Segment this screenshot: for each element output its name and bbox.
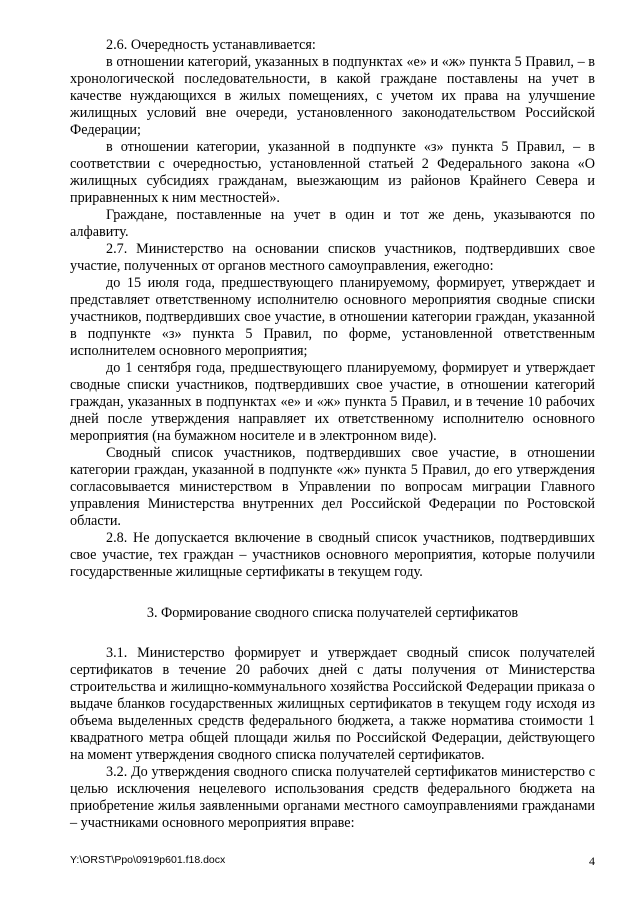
document-body (70, 37, 595, 832)
page-footer (70, 854, 595, 868)
section-3-heading: 3. Формирование сводного списка получателей сертификатов (146, 605, 519, 621)
page-number: 4 (589, 854, 595, 868)
paragraph-2-6-same-day: Граждане, поставленные на учет в один и тот же день, указываются по алфавиту. (70, 207, 595, 240)
paragraph-2-7-september: до 1 сентября года, предшествующего планируемому, формирует и утверждает сводные списки участников, подтвердивших свое участие, в отношении категорий граждан, указанных в подпунктах «е» и «ж» пункта 5 Правил, и в течение 10 рабочих дней после утверждения направляет их ответственному исполнителю основного мероприятия (на бумажном носителе и в электронном виде). (70, 360, 595, 444)
paragraph-3-2: 3.2. До утверждения сводного списка получателей сертификатов министерство с целью исключения нецелевого использования средств федерального бюджета на приобретение жилья заявленными органами местного самоуправлениями гражданами – участниками основного мероприятия вправе: (70, 764, 595, 831)
paragraph-2-7-july: до 15 июля года, предшествующего планируемому, формирует, утверждает и представляет ответственному исполнителю основного мероприятия сводные списки участников, подтвердивших свое участие, в отношении категории граждан, указанной в подпункте «з» пункта 5 Правил, по форме, установленной ответственным исполнителем основного мероприятия; (70, 275, 595, 359)
paragraph-2-8: 2.8. Не допускается включение в сводный список участников, подтвердивших свое участие, тех граждан – участников основного мероприятия, которые получили государственные жилищные сертификаты в текущем году. (70, 530, 595, 580)
paragraph-3-1: 3.1. Министерство формирует и утверждает сводный список получателей сертификатов в течение 20 рабочих дней с даты получения от Министерства строительства и жилищно-коммунального хозяйства Российской Федерации приказа о выдаче бланков государственных жилищных сертификатов в текущем году исходя из объема выделенных средств федерального бюджета, а также норматива стоимости 1 квадратного метра общей площади жилья по Российской Федерации, действующего на момент утверждения сводного списка получателей сертификатов. (70, 645, 595, 763)
paragraph-2-6-category-z: в отношении категории, указанной в подпункте «з» пункта 5 Правил, – в соответствии с очередностью, установленной статьей 2 Федерального закона «О жилищных субсидиях гражданам, выезжающим из районов Крайнего Севера и приравненных к ним местностей». (70, 139, 595, 206)
paragraph-2-7: 2.7. Министерство на основании списков участников, подтвердивших свое участие, полученных от органов местного самоуправления, ежегодно: (70, 241, 595, 274)
paragraph-2-6-categories-e-zh: в отношении категорий, указанных в подпунктах «е» и «ж» пункта 5 Правил, – в хронологической последовательности, в какой граждане поставлены на учет в качестве нуждающихся в жилых помещениях, с учетом их права на улучшение жилищных условий вне очереди, установленного законодательством Российской Федерации; (70, 54, 595, 138)
paragraph-2-6: 2.6. Очередность устанавливается: (106, 37, 316, 53)
footer-file-path: Y:\ORST\Ppo\0919p601.f18.docx (70, 854, 226, 866)
paragraph-2-7-agreement: Сводный список участников, подтвердивших свое участие, в отношении категории граждан, указанной в подпункте «ж» пункта 5 Правил, до его утверждения согласовывается министерством в Управлении по вопросам миграции Главного управления Министерства внутренних дел Российской Федерации по Ростовской области. (70, 445, 595, 529)
